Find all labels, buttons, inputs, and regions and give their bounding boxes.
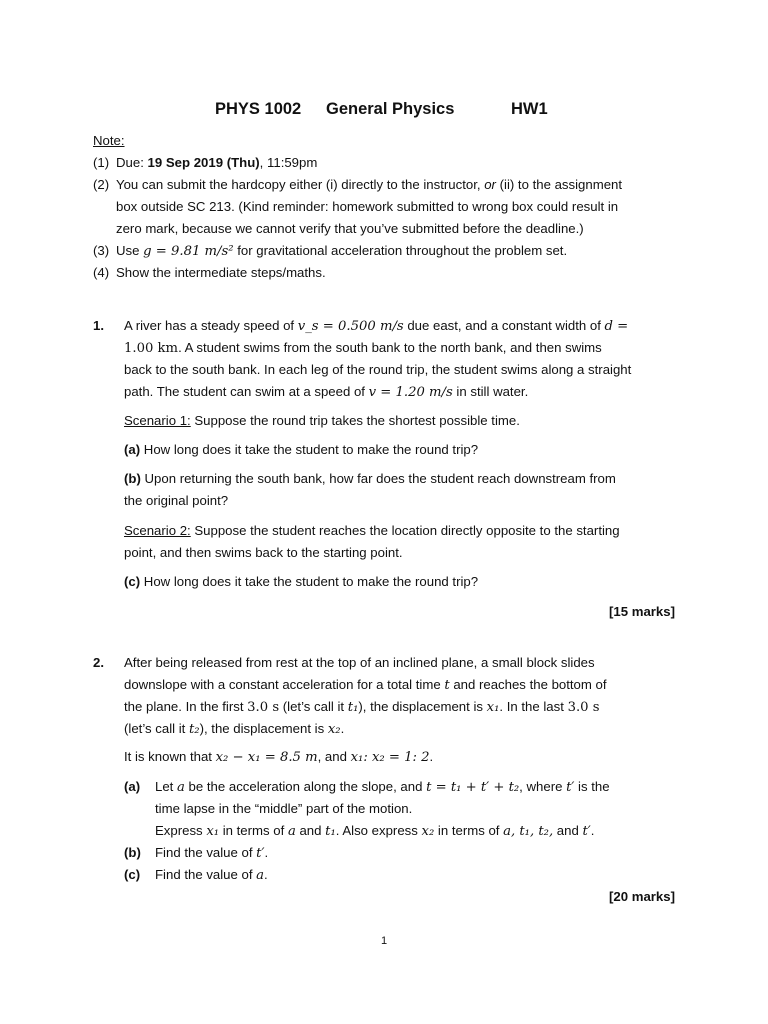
q2-part-a-line-1: Let a be the acceleration along the slope, and t = t₁ + t′ + t₂, where t′ is the	[155, 779, 610, 795]
q1-part-b-line-2: the original point?	[124, 493, 229, 508]
note-label: Note:	[93, 133, 125, 148]
q1-scenario-2-line-2: point, and then swims back to the starting point.	[124, 545, 403, 560]
q2-line-3: the plane. In the first 3.0 s (let’s call it t₁), the displacement is x₁. In the last 3.0 s	[124, 699, 600, 715]
q2-marks: [20 marks]	[609, 889, 675, 904]
note-item-4: (4) Show the intermediate steps/maths.	[93, 265, 326, 280]
q1-line-2: 1.00 km. A student swims from the south bank to the north bank, and then swims	[124, 340, 602, 356]
page-title	[0, 100, 768, 122]
q1-scenario-2: Scenario 2: Suppose the student reaches the location directly opposite to the starting	[124, 523, 620, 538]
q1-line-3: back to the south bank. In each leg of the round trip, the student swims along a straight	[124, 362, 632, 377]
q2-line-2: downslope with a constant acceleration for a total time t and reaches the bottom of	[124, 677, 607, 693]
q1-part-b: (b) Upon returning the south bank, how far does the student reach downstream from	[124, 471, 616, 486]
q1-part-a: (a) How long does it take the student to make the round trip?	[124, 442, 479, 457]
q2-part-c-label: (c)	[124, 867, 141, 882]
q2-part-b: Find the value of t′.	[155, 845, 269, 861]
note-item-1: (1) Due: 19 Sep 2019 (Thu), 11:59pm	[93, 155, 318, 170]
q1-part-c: (c) How long does it take the student to make the round trip?	[124, 574, 479, 589]
note-item-2-line-2: box outside SC 213. (Kind reminder: homework submitted to wrong box could result in	[116, 199, 619, 214]
homework-label: HW1	[511, 100, 548, 118]
course-code: PHYS 1002	[215, 100, 302, 118]
q2-known-values: It is known that x₂ − x₁ = 8.5 m, and x₁: x₂ = 1: 2.	[124, 749, 434, 765]
q2-part-a-line-3: Express x₁ in terms of a and t₁. Also express x₂ in terms of a, t₁, t₂, and t′.	[155, 823, 595, 839]
note-item-2-line-3: zero mark, because we cannot verify that you’ve submitted before the deadline.)	[116, 221, 584, 236]
q2-part-b-label: (b)	[124, 845, 141, 860]
q1-scenario-1: Scenario 1: Suppose the round trip takes the shortest possible time.	[124, 413, 520, 428]
q1-line-4: path. The student can swim at a speed of v = 1.20 m/s in still water.	[124, 384, 529, 400]
question-1-number: 1.	[93, 318, 104, 333]
q2-part-a-line-2: time lapse in the “middle” part of the motion.	[155, 801, 413, 816]
q2-line-1: After being released from rest at the top of an inclined plane, a small block slides	[124, 655, 595, 670]
q2-part-a-label: (a)	[124, 779, 141, 794]
q2-part-c: Find the value of a.	[155, 867, 268, 883]
course-name: General Physics	[326, 100, 455, 118]
page-number: 1	[380, 935, 388, 947]
note-item-3: (3) Use g = 9.81 m/s² for gravitational acceleration throughout the problem set.	[93, 243, 568, 259]
q2-line-4: (let’s call it t₂), the displacement is x₂.	[124, 721, 345, 737]
q1-line-1: A river has a steady speed of v_s = 0.500 m/s due east, and a constant width of d =	[124, 318, 629, 334]
note-item-2: (2) You can submit the hardcopy either (i) directly to the instructor, or (ii) to the assignment	[93, 177, 623, 192]
question-2-number: 2.	[93, 655, 104, 670]
q1-marks: [15 marks]	[609, 604, 675, 619]
